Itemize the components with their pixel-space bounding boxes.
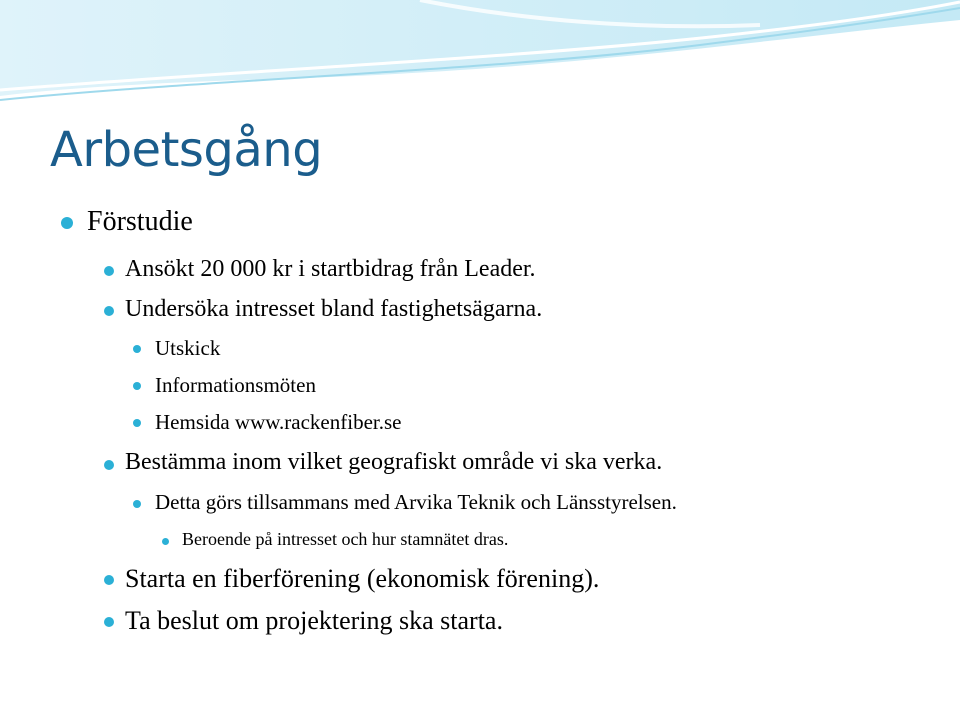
bullet-undersoka: Undersöka intresset bland fastighetsägarna.	[125, 296, 543, 322]
bullet-informationsmoten: Informationsmöten	[155, 373, 316, 397]
bullet-utskick: Utskick	[155, 336, 221, 360]
bullet-icon	[104, 306, 114, 316]
bullet-beroende: Beroende på intresset och hur stamnätet dras.	[182, 529, 509, 549]
bullet-icon	[104, 460, 114, 470]
bullet-icon	[133, 345, 141, 353]
bullet-forstudie: Förstudie	[87, 206, 193, 237]
bullet-detta-gors: Detta görs tillsammans med Arvika Teknik och Länsstyrelsen.	[155, 490, 677, 514]
bullet-hemsida: Hemsida www.rackenfiber.se	[155, 410, 402, 434]
bullet-starta: Starta en fiberförening (ekonomisk förening).	[125, 564, 600, 593]
bullet-icon	[104, 617, 114, 627]
bullet-icon	[133, 419, 141, 427]
bullet-ansokt: Ansökt 20 000 kr i startbidrag från Leader.	[125, 256, 536, 282]
bullet-icon	[104, 266, 114, 276]
bullet-icon	[104, 575, 114, 585]
bullet-icon	[133, 500, 141, 508]
bullet-ta-beslut: Ta beslut om projektering ska starta.	[125, 606, 503, 635]
bullet-icon	[133, 382, 141, 390]
slide-title: Arbetsgång	[50, 122, 323, 178]
header-wave-decoration	[0, 0, 960, 120]
bullet-icon	[162, 538, 169, 545]
bullet-icon	[61, 217, 73, 229]
bullet-bestamma: Bestämma inom vilket geografiskt område vi ska verka.	[125, 449, 663, 475]
